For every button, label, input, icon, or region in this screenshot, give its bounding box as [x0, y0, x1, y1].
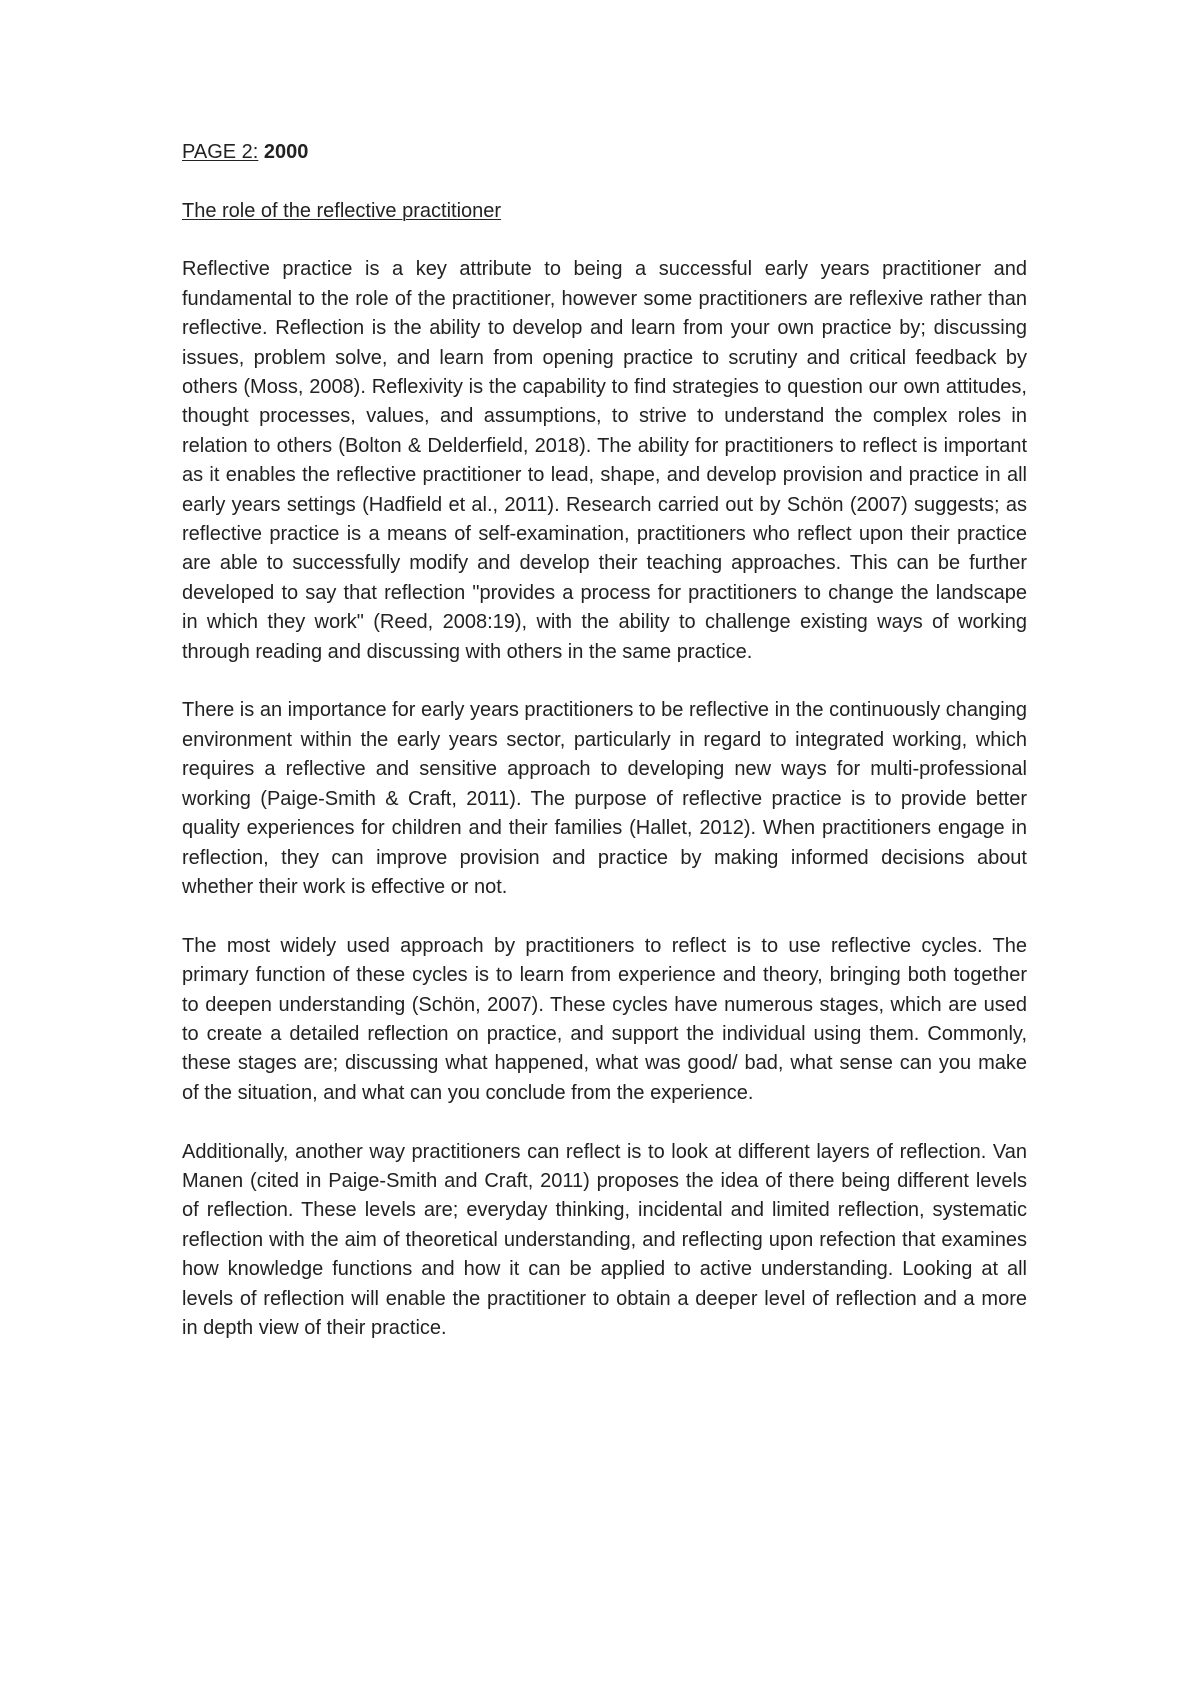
paragraph-3: The most widely used approach by practitioners to reflect is to use reflective cycles. The primary function of these cycles is to learn from experience and theory, bringing both together to deepen understanding (Schön, 2007). These cycles have numerous stages, which are used to create a detailed reflection on practice, and support the individual using them. Commonly, these stages are; discussing what happened, what was good/ bad, what sense can you make of the situation, and what can you conclude from the experience. [182, 934, 1027, 1104]
word-count: 2000 [263, 141, 309, 163]
page-label: PAGE 2: [182, 141, 259, 163]
page-header [182, 138, 1027, 167]
section-title: The role of the reflective practitioner [182, 200, 502, 222]
document-page [182, 138, 1027, 1373]
paragraph-2: There is an importance for early years practitioners to be reflective in the continuously changing environment within the early years sector, particularly in regard to integrated working, which requires a reflective and sensitive approach to developing new ways for multi-professional working (Paige-Smith & Craft, 2011). The purpose of reflective practice is to provide better quality experiences for children and their families (Hallet, 2012). When practitioners engage in reflection, they can improve provision and practice by making informed decisions about whether their work is effective or not. [182, 699, 1027, 898]
paragraph-1: Reflective practice is a key attribute to being a successful early years practitioner and fundamental to the role of the practitioner, however some practitioners are reflexive rather than reflective. Reflection is the ability to develop and learn from your own practice by; discussing issues, problem solve, and learn from opening practice to scrutiny and critical feedback by others (Moss, 2008). Reflexivity is the capability to find strategies to question our own attitudes, thought processes, values, and assumptions, to strive to understand the complex roles in relation to others (Bolton & Delderfield, 2018). The ability for practitioners to reflect is important as it enables the reflective practitioner to lead, shape, and develop provision and practice in all early years settings (Hadfield et al., 2011). Research carried out by Schön (2007) suggests; as reflective practice is a means of self-examination, practitioners who reflect upon their practice are able to successfully modify and develop their teaching approaches. This can be further developed to say that reflection "provides a process for practitioners to change the landscape in which they work" (Reed, 2008:19), with the ability to challenge existing ways of working through reading and discussing with others in the same practice. [182, 258, 1027, 663]
paragraph-4: Additionally, another way practitioners can reflect is to look at different layers of reflection. Van Manen (cited in Paige-Smith and Craft, 2011) proposes the idea of there being different levels of reflection. These levels are; everyday thinking, incidental and limited reflection, systematic reflection with the aim of theoretical understanding, and reflecting upon refection that examines how knowledge functions and how it can be applied to active understanding. Looking at all levels of reflection will enable the practitioner to obtain a deeper level of reflection and a more in depth view of their practice. [182, 1140, 1027, 1339]
